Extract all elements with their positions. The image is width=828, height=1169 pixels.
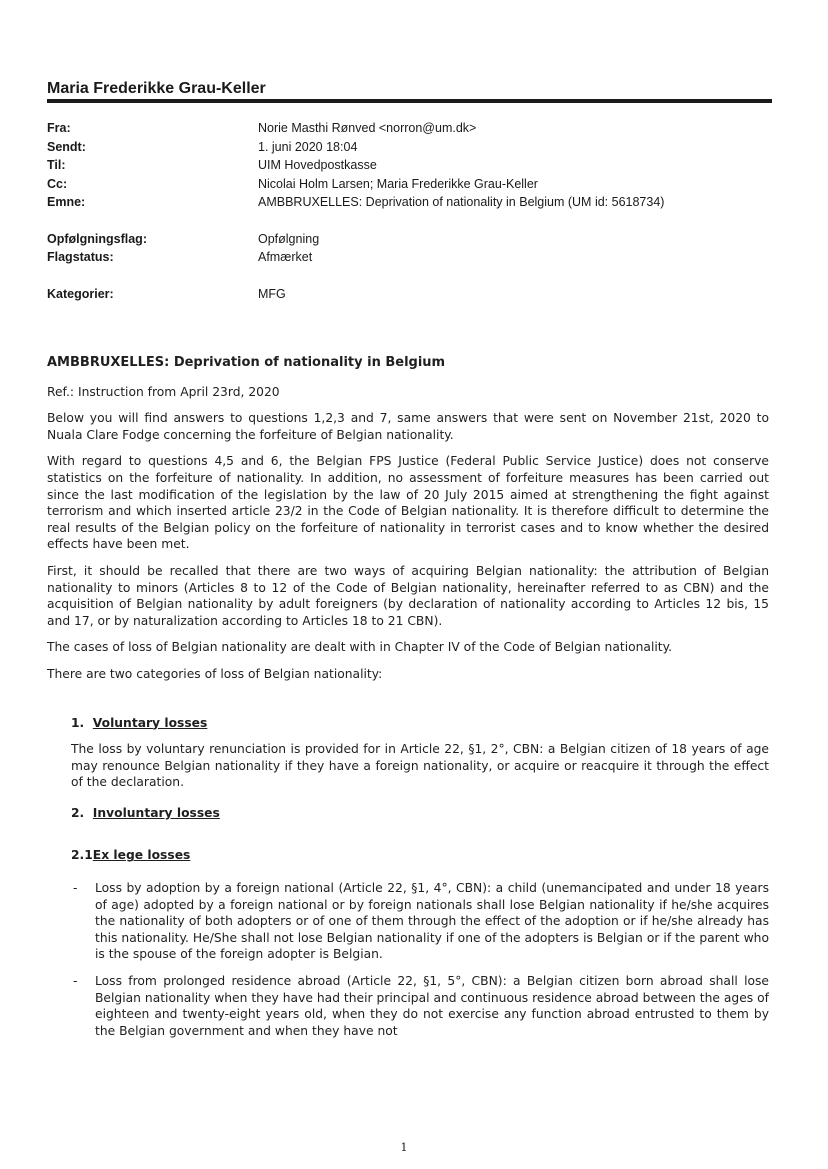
list-item: - Loss by adoption by a foreign national (Article 22, §1, 4°, CBN): a child (unemancipated and under 18 years of age) adopted by a foreign national or by foreign nationals shall lose Belgian nationality if he/she acquires the nationality of both adopters or of one of them through the effect of the adoption or if he/she already has this nationality. He/She shall not lose Belgian nationality if one of the adopters is Belgian or if the parent who is the spouse of the foreign adopter is Belgian. bbox=[95, 880, 769, 963]
header-rule bbox=[47, 99, 772, 103]
sent-label: Sendt: bbox=[47, 140, 86, 154]
followup-flag-value: Opfølgning bbox=[258, 232, 320, 246]
body-ref: Ref.: Instruction from April 23rd, 2020 bbox=[47, 384, 280, 399]
categories-value: MFG bbox=[258, 287, 286, 301]
body-paragraph-4: The cases of loss of Belgian nationality are dealt with in Chapter IV of the Code of Belgian nationality. bbox=[47, 640, 673, 655]
cc-value: Nicolai Holm Larsen; Maria Frederikke Grau-Keller bbox=[258, 177, 538, 191]
body-paragraph-1: Below you will find answers to questions 1,2,3 and 7, same answers that were sent on November 21st, 2020 to Nuala Clare Fodge concerning the forfeiture of Belgian nationality. bbox=[47, 411, 769, 442]
body-paragraph-3: First, it should be recalled that there are two ways of acquiring Belgian nationality: the attribution of Belgian nationality to minors (Articles 8 to 12 of the Code of Belgian nationality, hereinafter referred to as CBN) and the acquisition of Belgian nationality by adult foreigners (by declaration of nationality according to Articles 12 bis, 15 and 17, or by naturalization according to Articles 18 to 21 CBN). bbox=[47, 563, 769, 628]
message-body bbox=[47, 355, 769, 1049]
to-label: Til: bbox=[47, 158, 66, 172]
section-2-1-number: 2.1 bbox=[71, 848, 93, 863]
section-1-heading bbox=[71, 715, 769, 732]
section-1-title: Voluntary losses bbox=[92, 715, 208, 730]
section-2-1-title: Ex lege losses bbox=[92, 848, 191, 863]
section-1-number: 1. bbox=[71, 715, 85, 730]
section-2-1-heading bbox=[71, 847, 769, 864]
section-2-title: Involuntary losses bbox=[92, 805, 220, 820]
from-label: Fra: bbox=[47, 121, 71, 135]
followup-flag-label: Opfølgningsflag: bbox=[47, 232, 147, 246]
list-item: - Loss from prolonged residence abroad (Article 22, §1, 5°, CBN): a Belgian citizen born abroad shall lose Belgian nationality when they have had their principal and continuous residence abroad between the ages of eighteen and twenty-eight years old, when they do not exercise any function abroad entrusted to them by the Belgian government and when they have not bbox=[95, 973, 769, 1039]
body-paragraph-2: With regard to questions 4,5 and 6, the Belgian FPS Justice (Federal Public Service Justice) does not conserve statistics on the forfeiture of nationality. In addition, no assessment of forfeiture measures has been carried out since the last modification of the legislation by the law of 20 July 2015 aimed at strengthening the fight against terrorism and which inserted article 23/2 in the Code of Belgian nationality. It is therefore difficult to determine the real results of the Belgian policy on the forfeiture of nationality in terrorist cases and to know whether the desired effects have been met. bbox=[47, 454, 769, 552]
to-value: UIM Hovedpostkasse bbox=[258, 158, 377, 172]
from-value: Norie Masthi Rønved <norron@um.dk> bbox=[258, 121, 477, 135]
section-2-number: 2. bbox=[71, 805, 85, 820]
body-subject: AMBBRUXELLES: Deprivation of nationality in Belgium bbox=[47, 355, 446, 370]
flag-status-value: Afmærket bbox=[258, 250, 313, 264]
flag-status-label: Flagstatus: bbox=[47, 250, 114, 264]
sender-name: Maria Frederikke Grau-Keller bbox=[47, 80, 266, 97]
categories-label: Kategorier: bbox=[47, 287, 114, 301]
page-number: 1 bbox=[400, 1141, 408, 1154]
section-1-text: The loss by voluntary renunciation is provided for in Article 22, §1, 2°, CBN: a Belgian citizen of 18 years of age may renounce Belgian nationality if they have a foreign nationality, or acquire or reacquire it through the effect of the declaration. bbox=[71, 742, 769, 790]
section-2-heading bbox=[71, 805, 769, 822]
body-paragraph-5: There are two categories of loss of Belgian nationality: bbox=[47, 666, 383, 681]
cc-label: Cc: bbox=[47, 177, 68, 191]
loss-list bbox=[47, 880, 769, 1039]
subject-value: AMBBRUXELLES: Deprivation of nationality in Belgium (UM id: 5618734) bbox=[258, 195, 665, 209]
subject-label: Emne: bbox=[47, 195, 86, 209]
sent-value: 1. juni 2020 18:04 bbox=[258, 140, 358, 154]
